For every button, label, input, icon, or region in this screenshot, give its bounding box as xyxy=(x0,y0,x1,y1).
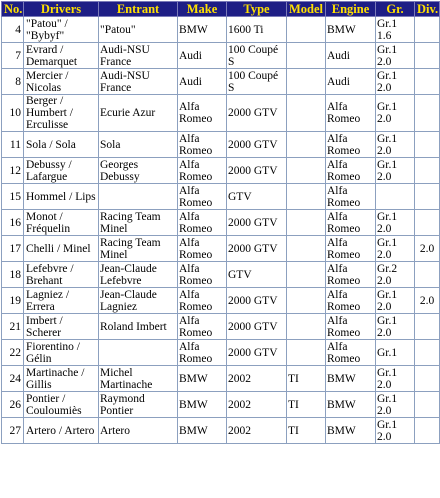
table-row xyxy=(2,366,440,392)
cell-type: 2000 GTV xyxy=(227,314,287,340)
cell-model xyxy=(287,184,326,210)
cell-entrant: Audi-NSU France xyxy=(99,69,178,95)
cell-gr: Gr.1 2.0 xyxy=(376,314,415,340)
table-body xyxy=(2,17,440,444)
cell-type: GTV xyxy=(227,184,287,210)
cell-entrant: "Patou" xyxy=(99,17,178,43)
cell-make: Alfa Romeo xyxy=(178,210,227,236)
cell-drivers: Artero / Artero xyxy=(24,418,99,444)
cell-no: 12 xyxy=(2,158,24,184)
cell-gr xyxy=(376,184,415,210)
cell-model xyxy=(287,43,326,69)
cell-model xyxy=(287,288,326,314)
cell-gr: Gr.1 2.0 xyxy=(376,43,415,69)
cell-type: 2000 GTV xyxy=(227,288,287,314)
cell-entrant: Audi-NSU France xyxy=(99,43,178,69)
table-row xyxy=(2,95,440,132)
cell-model xyxy=(287,210,326,236)
cell-make: BMW xyxy=(178,392,227,418)
cell-entrant: Racing Team Minel xyxy=(99,210,178,236)
cell-drivers: Lagniez / Errera xyxy=(24,288,99,314)
cell-model xyxy=(287,236,326,262)
table-row xyxy=(2,288,440,314)
table-row xyxy=(2,132,440,158)
cell-entrant: Michel Martinache xyxy=(99,366,178,392)
cell-type: 2002 xyxy=(227,366,287,392)
cell-no: 10 xyxy=(2,95,24,132)
cell-entrant: Roland Imbert xyxy=(99,314,178,340)
cell-div xyxy=(415,340,440,366)
cell-model: TI xyxy=(287,418,326,444)
cell-div xyxy=(415,132,440,158)
cell-entrant xyxy=(99,340,178,366)
cell-model xyxy=(287,340,326,366)
cell-engine: Alfa Romeo xyxy=(326,340,376,366)
cell-drivers: "Patou" / "Bybyf" xyxy=(24,17,99,43)
cell-drivers: Debussy / Lafargue xyxy=(24,158,99,184)
cell-entrant: Racing Team Minel xyxy=(99,236,178,262)
cell-make: BMW xyxy=(178,418,227,444)
cell-engine: Alfa Romeo xyxy=(326,288,376,314)
cell-gr: Gr.2 2.0 xyxy=(376,262,415,288)
cell-drivers: Chelli / Minel xyxy=(24,236,99,262)
cell-drivers: Pontier / Couloumiès xyxy=(24,392,99,418)
cell-make: Alfa Romeo xyxy=(178,340,227,366)
cell-make: Alfa Romeo xyxy=(178,95,227,132)
cell-engine: Alfa Romeo xyxy=(326,236,376,262)
cell-no: 15 xyxy=(2,184,24,210)
cell-make: Alfa Romeo xyxy=(178,158,227,184)
cell-model xyxy=(287,314,326,340)
cell-div xyxy=(415,418,440,444)
cell-engine: Alfa Romeo xyxy=(326,184,376,210)
column-header-engine: Engine xyxy=(326,2,376,17)
cell-div xyxy=(415,95,440,132)
cell-div: 2.0 xyxy=(415,236,440,262)
cell-model xyxy=(287,158,326,184)
cell-no: 16 xyxy=(2,210,24,236)
cell-no: 19 xyxy=(2,288,24,314)
cell-div xyxy=(415,184,440,210)
cell-model xyxy=(287,69,326,95)
cell-make: Alfa Romeo xyxy=(178,184,227,210)
cell-drivers: Mercier / Nicolas xyxy=(24,69,99,95)
cell-engine: Alfa Romeo xyxy=(326,210,376,236)
cell-drivers: Berger / Humbert / Erculisse xyxy=(24,95,99,132)
cell-drivers: Monot / Fréquelin xyxy=(24,210,99,236)
cell-no: 8 xyxy=(2,69,24,95)
cell-no: 26 xyxy=(2,392,24,418)
cell-gr: Gr.1 2.0 xyxy=(376,288,415,314)
entry-list-table xyxy=(1,1,440,444)
cell-model xyxy=(287,17,326,43)
cell-make: Alfa Romeo xyxy=(178,314,227,340)
cell-type: 2000 GTV xyxy=(227,236,287,262)
cell-engine: Alfa Romeo xyxy=(326,158,376,184)
table-row xyxy=(2,158,440,184)
cell-div xyxy=(415,210,440,236)
cell-make: BMW xyxy=(178,366,227,392)
table-row xyxy=(2,69,440,95)
cell-gr: Gr.1 2.0 xyxy=(376,95,415,132)
cell-drivers: Lefebvre / Brehant xyxy=(24,262,99,288)
cell-gr: Gr.1 2.0 xyxy=(376,366,415,392)
cell-no: 7 xyxy=(2,43,24,69)
cell-type: 2000 GTV xyxy=(227,158,287,184)
cell-div xyxy=(415,69,440,95)
cell-no: 18 xyxy=(2,262,24,288)
cell-no: 4 xyxy=(2,17,24,43)
table-row xyxy=(2,314,440,340)
cell-div xyxy=(415,392,440,418)
cell-drivers: Sola / Sola xyxy=(24,132,99,158)
table-row xyxy=(2,17,440,43)
table-row xyxy=(2,340,440,366)
cell-make: Audi xyxy=(178,43,227,69)
column-header-no: No. xyxy=(2,2,24,17)
cell-gr: Gr.1 2.0 xyxy=(376,210,415,236)
cell-no: 22 xyxy=(2,340,24,366)
cell-no: 27 xyxy=(2,418,24,444)
cell-gr: Gr.1 2.0 xyxy=(376,418,415,444)
cell-model xyxy=(287,262,326,288)
cell-engine: BMW xyxy=(326,418,376,444)
cell-engine: BMW xyxy=(326,392,376,418)
cell-type: GTV xyxy=(227,262,287,288)
cell-gr: Gr.1 2.0 xyxy=(376,69,415,95)
cell-entrant: Raymond Pontier xyxy=(99,392,178,418)
cell-entrant: Artero xyxy=(99,418,178,444)
cell-gr: Gr.1 2.0 xyxy=(376,132,415,158)
table-header xyxy=(2,2,440,17)
cell-type: 2002 xyxy=(227,418,287,444)
column-header-gr: Gr. xyxy=(376,2,415,17)
cell-drivers: Hommel / Lips xyxy=(24,184,99,210)
cell-entrant: Jean-Claude Lagniez xyxy=(99,288,178,314)
cell-type: 2000 GTV xyxy=(227,340,287,366)
cell-no: 24 xyxy=(2,366,24,392)
table-row xyxy=(2,262,440,288)
cell-div: 2.0 xyxy=(415,288,440,314)
column-header-div: Div. xyxy=(415,2,440,17)
column-header-entrant: Entrant xyxy=(99,2,178,17)
cell-model xyxy=(287,132,326,158)
column-header-type: Type xyxy=(227,2,287,17)
cell-model xyxy=(287,95,326,132)
cell-engine: Alfa Romeo xyxy=(326,132,376,158)
cell-engine: Alfa Romeo xyxy=(326,262,376,288)
table-row xyxy=(2,43,440,69)
column-header-drivers: Drivers xyxy=(24,2,99,17)
cell-div xyxy=(415,158,440,184)
cell-gr: Gr.1 2.0 xyxy=(376,236,415,262)
column-header-model: Model xyxy=(287,2,326,17)
cell-type: 2002 xyxy=(227,392,287,418)
cell-make: Alfa Romeo xyxy=(178,236,227,262)
cell-drivers: Fiorentino / Gélin xyxy=(24,340,99,366)
header-row xyxy=(2,2,440,17)
cell-no: 21 xyxy=(2,314,24,340)
cell-drivers: Evrard / Demarquet xyxy=(24,43,99,69)
cell-type: 1600 Ti xyxy=(227,17,287,43)
cell-make: Alfa Romeo xyxy=(178,288,227,314)
cell-gr: Gr.1 2.0 xyxy=(376,158,415,184)
cell-entrant: Jean-Claude Lefebvre xyxy=(99,262,178,288)
cell-make: Alfa Romeo xyxy=(178,262,227,288)
cell-make: BMW xyxy=(178,17,227,43)
cell-engine: BMW xyxy=(326,366,376,392)
cell-div xyxy=(415,314,440,340)
cell-entrant: Georges Debussy xyxy=(99,158,178,184)
cell-div xyxy=(415,17,440,43)
cell-engine: Audi xyxy=(326,69,376,95)
cell-make: Alfa Romeo xyxy=(178,132,227,158)
cell-type: 2000 GTV xyxy=(227,132,287,158)
cell-drivers: Martinache / Gillis xyxy=(24,366,99,392)
cell-no: 11 xyxy=(2,132,24,158)
cell-gr: Gr.1 1.6 xyxy=(376,17,415,43)
cell-engine: BMW xyxy=(326,17,376,43)
cell-no: 17 xyxy=(2,236,24,262)
cell-entrant: Sola xyxy=(99,132,178,158)
cell-entrant xyxy=(99,184,178,210)
cell-type: 100 Coupé S xyxy=(227,43,287,69)
table-row xyxy=(2,210,440,236)
cell-make: Audi xyxy=(178,69,227,95)
cell-gr: Gr.1 xyxy=(376,340,415,366)
table-row xyxy=(2,418,440,444)
table-row xyxy=(2,184,440,210)
cell-model: TI xyxy=(287,392,326,418)
cell-engine: Alfa Romeo xyxy=(326,314,376,340)
column-header-make: Make xyxy=(178,2,227,17)
cell-type: 2000 GTV xyxy=(227,95,287,132)
cell-entrant: Ecurie Azur xyxy=(99,95,178,132)
table-row xyxy=(2,392,440,418)
cell-type: 100 Coupé S xyxy=(227,69,287,95)
cell-drivers: Imbert / Scherer xyxy=(24,314,99,340)
cell-div xyxy=(415,262,440,288)
cell-model: TI xyxy=(287,366,326,392)
cell-div xyxy=(415,366,440,392)
cell-type: 2000 GTV xyxy=(227,210,287,236)
cell-engine: Audi xyxy=(326,43,376,69)
table-row xyxy=(2,236,440,262)
cell-gr: Gr.1 2.0 xyxy=(376,392,415,418)
cell-div xyxy=(415,43,440,69)
cell-engine: Alfa Romeo xyxy=(326,95,376,132)
